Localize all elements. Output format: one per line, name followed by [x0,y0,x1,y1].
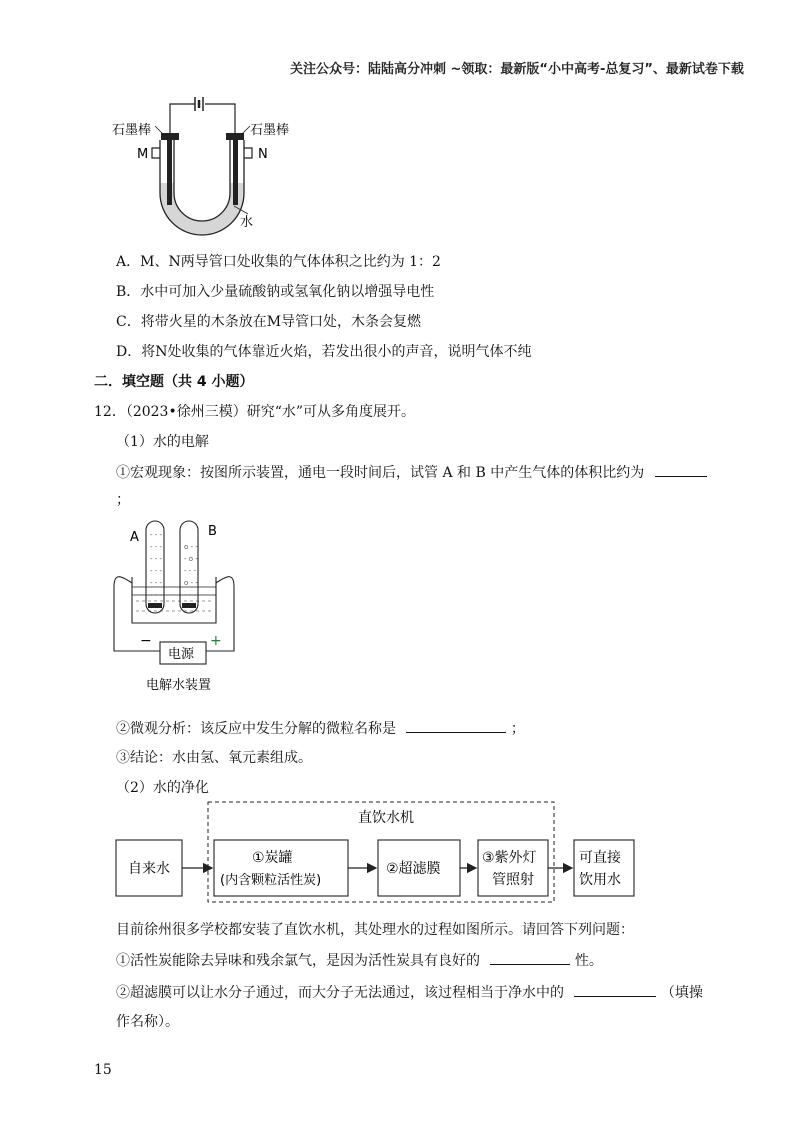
question-stem: 12．（2023•徐州三模）研究“水”可从多角度展开。 [94,404,416,420]
item5-text [116,982,703,1003]
left-graphite-rod [167,140,172,205]
minus-sign: − [140,633,152,649]
tap-water-label: 自来水 [128,861,170,877]
water [160,183,244,235]
drinking-water-label-2: 饮用水 [579,872,621,888]
item4-text [116,950,603,971]
uv-lamp-detail: 管照射 [492,872,534,888]
svg-text:- - -: - - - [150,543,163,551]
answer-blank-4[interactable] [574,982,656,997]
page-header: 关注公众号：陆陆高分冲刺 ~领取：最新版“小中高考-总复习”、最新试卷下载 [290,62,744,77]
item5-end: （填操 [660,985,703,1001]
item2-text [116,718,525,739]
beaker [132,577,216,623]
svg-text:- - -: - - - [150,555,163,563]
plus-sign: + [210,633,222,649]
right-graphite-rod [233,140,238,205]
svg-text:- - -: - - - [150,591,163,599]
svg-text:- - -: - - - [150,531,163,539]
svg-text:- - -: - - - [150,579,163,587]
water-label: 水 [240,215,254,230]
item4-end: 性。 [574,953,603,969]
item1-text [116,462,707,483]
answer-blank-3[interactable] [490,950,570,965]
right-rod-label: 石墨棒 [250,123,290,138]
page-number: 15 [94,1062,112,1078]
option-a: A．M、N两导管口处收集的气体体积之比约为 1：2 [116,254,441,270]
wire [205,104,235,133]
item2-end: ； [510,721,525,737]
item1-prompt: ①宏观现象：按图所示装置，通电一段时间后，试管 A 和 B 中产生气体的体积比约为 [116,465,645,481]
carbon-tank-label: ①炭罐 [252,850,293,866]
machine-title: 直饮水机 [358,810,414,826]
option-c: C．将带火星的木条放在M导管口处，木条会复燃 [116,314,422,330]
right-stopper [226,133,244,140]
svg-text:o - -: o - - [184,579,198,587]
option-d: D．将N处收集的气体靠近火焰，若发出很小的声音，说明气体不纯 [116,344,532,360]
electrolysis-apparatus-figure [112,515,252,695]
item3-text: ③结论：水由氢、氧元素组成。 [116,750,312,766]
purification-flow-diagram [114,800,648,904]
carbon-tank-detail: (内含颗粒活性炭) [220,873,322,888]
svg-text:- - -: - - - [150,567,163,575]
figure-caption: 电解水装置 [146,678,212,693]
item5-continued: 作名称）。 [116,1014,179,1030]
answer-blank-2[interactable] [406,718,506,733]
svg-text:o - -: o - - [184,543,198,551]
tube-a-label: A [130,530,139,545]
drinking-water-label: 可直接 [579,850,621,866]
electrode-b [182,603,196,608]
power-label: 电源 [168,647,195,662]
part1-title: （1）水的电解 [116,434,209,450]
m-label: M [137,147,149,162]
wire [170,104,195,133]
svg-text:- - -: - - - [184,591,197,599]
item1-end: ； [116,492,130,508]
item2-prompt: ②微观分析：该反应中发生分解的微粒名称是 [116,721,396,737]
part2-title: （2）水的净化 [116,780,209,796]
tube-b-label: B [208,524,217,539]
svg-text:- o -: - o - [184,555,198,563]
option-b: B．水中可加入少量硫酸钠或氢氧化钠以增强导电性 [116,284,435,300]
u-tube-electrolysis-figure [110,88,310,238]
uv-lamp-label: ③紫外灯 [482,850,537,866]
answer-blank-1[interactable] [655,462,707,477]
flow-description: 目前徐州很多学校都安装了直饮水机，其处理水的过程如图所示。请回答下列问题： [116,922,634,938]
ultrafiltration-label: ②超滤膜 [386,861,441,877]
n-label: N [258,147,268,162]
svg-text:- - -: - - - [184,567,197,575]
section-title: 二．填空题（共 4 小题） [94,374,254,390]
left-stopper [161,133,179,140]
item5-prompt: ②超滤膜可以让水分子通过，而大分子无法通过，该过程相当于净水中的 [116,985,564,1001]
left-rod-label: 石墨棒 [112,123,152,138]
item4-prompt: ①活性炭能除去异味和残余氯气，是因为活性炭具有良好的 [116,953,480,969]
electrode-a [148,603,162,608]
